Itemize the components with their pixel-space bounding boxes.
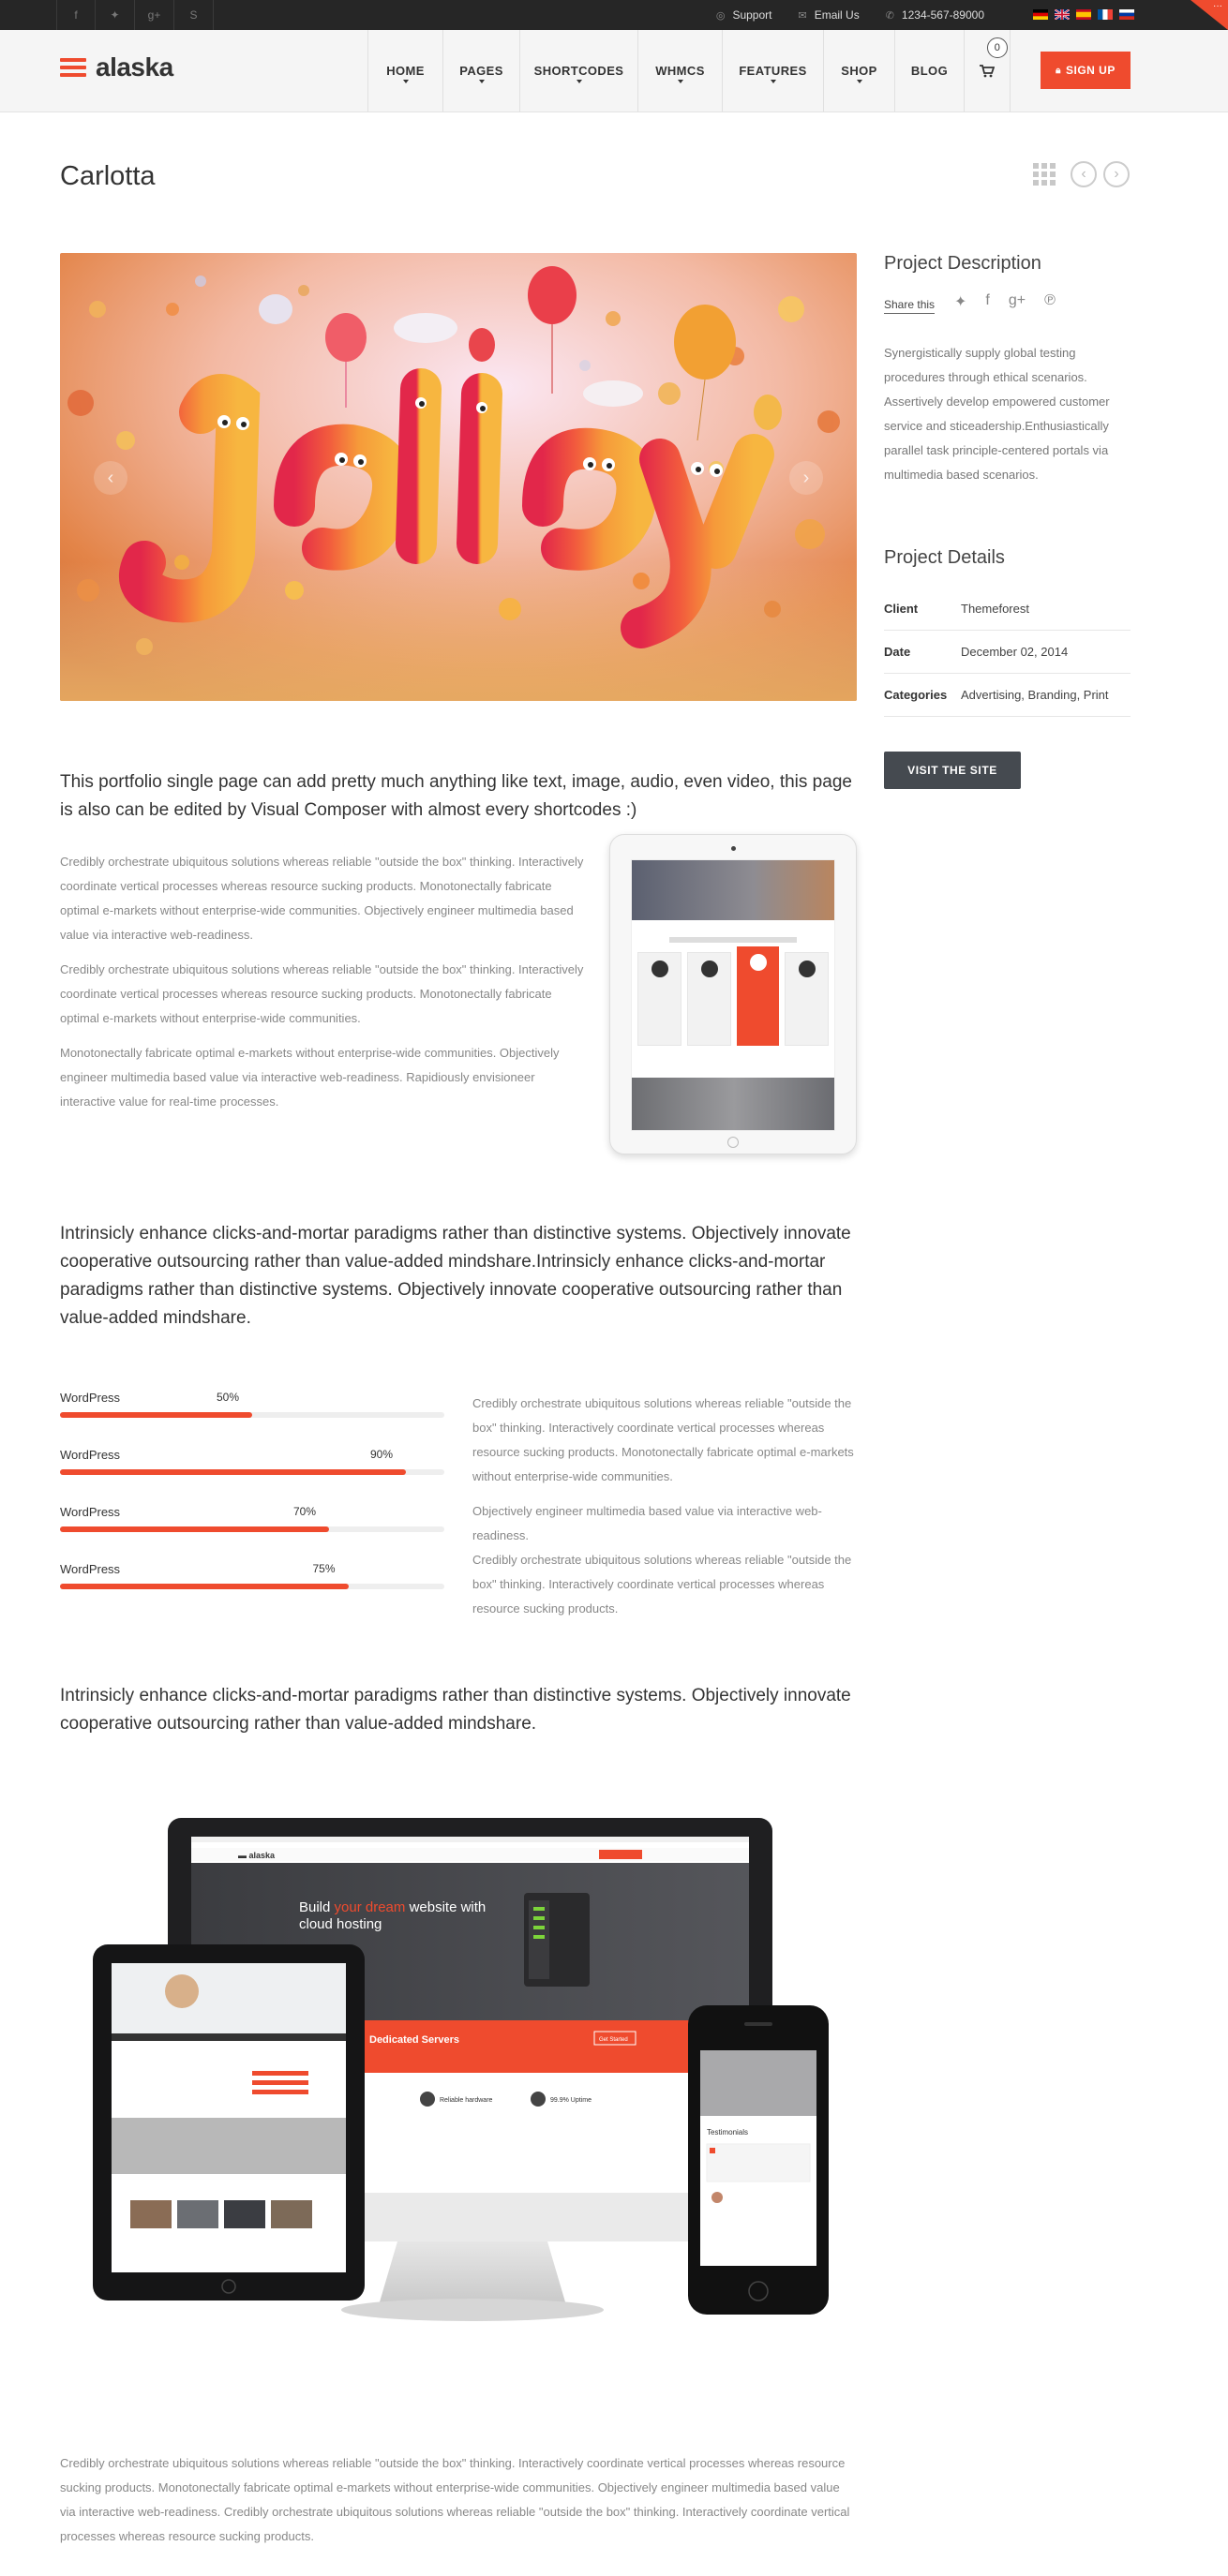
nav-label: HOME [386, 64, 425, 78]
caret-down-icon [678, 80, 683, 83]
detail-row-categories [884, 674, 1131, 717]
nav-item-features[interactable] [722, 30, 823, 112]
skill-bar [60, 1562, 444, 1589]
nav-label: FEATURES [739, 64, 807, 78]
home-button [727, 1137, 739, 1148]
sign-up-button[interactable] [1041, 52, 1131, 89]
share-label: Share this [884, 298, 935, 314]
skill-percent: 90% [370, 1448, 394, 1461]
body-paragraph-7: Credibly orchestrate ubiquitous solutions whereas reliable "outside the box" thinking. Interactively coordinate vertical processes whereas resource sucking products. Monotonectally fabricate optimal e-markets without enterprise-wide communities. Objectively engineer multimedia based value via interactive web-readiness. Credibly orchestrate ubiquitous solutions whereas reliable "outside the box" thinking. Interactively coordinate vertical processes whereas resource sucking products. [60, 2456, 850, 2543]
social-links [56, 0, 214, 30]
monitor-headline-part: Build [299, 1899, 335, 1915]
nav-label: WHMCS [655, 64, 705, 78]
skill-fill [60, 1584, 349, 1589]
jelly-artwork [60, 253, 857, 701]
monitor-cta: Get Started [599, 2037, 628, 2043]
caret-down-icon [403, 80, 409, 83]
twitter-icon[interactable]: ✦ [96, 0, 135, 30]
facebook-icon[interactable]: f [56, 0, 96, 30]
monitor-headline-part: website with [405, 1899, 487, 1915]
detail-row-client [884, 588, 1131, 631]
phone-icon: ✆ [885, 9, 894, 22]
skill-label: WordPress [60, 1562, 121, 1576]
skill-bar [60, 1391, 444, 1418]
prev-project-button[interactable] [1071, 161, 1097, 187]
lock-icon: 🔒︎ [1056, 65, 1061, 76]
next-project-button[interactable] [1103, 161, 1130, 187]
detail-value: December 02, 2014 [961, 645, 1069, 659]
lifebuoy-icon: ◎ [715, 9, 726, 22]
svg-text:Build your dream website with [299, 1899, 486, 1915]
skill-fill [60, 1412, 252, 1418]
language-switcher [1033, 9, 1134, 20]
top-bar-links [716, 0, 984, 30]
site-header [0, 30, 1228, 112]
cart-button[interactable] [964, 30, 1011, 112]
nav-label: BLOG [910, 64, 949, 78]
skill-label: WordPress [60, 1505, 121, 1519]
project-hero-image [60, 253, 857, 701]
phone-link[interactable]: ✆ 1234-567-89000 [885, 8, 984, 22]
nav-item-whmcs[interactable] [637, 30, 722, 112]
monitor-feature: 99.9% Uptime [550, 2097, 592, 2104]
nav-label: SHOP [841, 64, 877, 78]
project-description-heading: Project Description [884, 253, 1041, 274]
envelope-icon: ✉ [798, 9, 807, 22]
phone-section-title: Testimonials [707, 2128, 749, 2137]
project-description-text: Synergistically supply global testing procedures through ethical scenarios. Assertively develop empowered customer service and sticeadership.Enthusiastically parallel task principle-centered portals via multimedia based scenarios. [884, 346, 1110, 482]
share-icons [954, 292, 1056, 311]
skill-fill [60, 1526, 329, 1532]
cart-icon [980, 65, 995, 78]
nav-item-shortcodes[interactable] [519, 30, 637, 112]
pinterest-icon[interactable]: ℗ [1044, 292, 1056, 308]
monitor-headline-line2: cloud hosting [299, 1916, 382, 1932]
main-nav [367, 30, 1011, 112]
top-bar [0, 0, 1228, 30]
twitter-icon[interactable]: ✦ [954, 294, 967, 310]
lead-paragraph-1: This portfolio single page can add pretty much anything like text, image, audio, even video, this page is also can be edited by Visual Composer with almost every shortcodes :) [60, 772, 852, 820]
hamburger-icon [60, 58, 86, 77]
caret-down-icon [771, 80, 776, 83]
page-title: Carlotta [60, 161, 156, 191]
monitor-headline-accent: your dream [334, 1899, 406, 1915]
lead-paragraph-3: Intrinsicly enhance clicks-and-mortar paradigms rather than distinctive systems. Objectively innovate cooperative outsourcing rather than value-added mindshare. [60, 1686, 851, 1734]
body-paragraph-4: Credibly orchestrate ubiquitous solutions whereas reliable "outside the box" thinking. Interactively coordinate vertical processes whereas resource sucking products. Monotonectally fabricate optimal e-markets without enterprise-wide communities. [472, 1396, 854, 1483]
detail-value: Themeforest [961, 602, 1029, 616]
detail-row-date [884, 631, 1131, 674]
body-paragraph-2: Credibly orchestrate ubiquitous solutions whereas reliable "outside the box" thinking. Interactively coordinate vertical processes whereas resource sucking products. Monotonectally fabricate optimal e-markets without enterprise-wide communities. [60, 962, 584, 1025]
detail-key: Categories [884, 688, 948, 702]
chevron-left-icon: ‹ [107, 467, 114, 488]
skill-fill [60, 1469, 406, 1475]
skill-bar [60, 1505, 444, 1532]
nav-item-blog[interactable] [894, 30, 964, 112]
skill-bar [60, 1448, 444, 1475]
google-plus-icon[interactable]: g+ [135, 0, 174, 30]
skill-label: WordPress [60, 1448, 121, 1462]
corner-menu-toggle[interactable] [1191, 0, 1228, 30]
detail-value: Advertising, Branding, Print [961, 688, 1109, 702]
nav-item-pages[interactable] [442, 30, 519, 112]
email-link[interactable]: ✉ Email Us [798, 8, 860, 22]
chevron-left-icon: ‹ [1081, 166, 1086, 182]
devices-illustration [60, 1799, 857, 2361]
chevron-right-icon: › [1114, 166, 1119, 182]
nav-label: SHORTCODES [533, 64, 624, 78]
tablet-screen [631, 859, 835, 1131]
camera-dot [731, 846, 736, 851]
body-paragraph-3: Monotonectally fabricate optimal e-markets without enterprise-wide communities. Objectively engineer multimedia based value via interactive web-readiness. Rapidiously envisioneer interactive value for real-time processes. [60, 1046, 560, 1109]
monitor-banner-title: Dedicated Servers [369, 2034, 459, 2046]
lead-paragraph-2: Intrinsicly enhance clicks-and-mortar paradigms rather than distinctive systems. Objectively innovate cooperative outsourcing rather than value-added mindshare.Intrinsicly enhance clicks-and-mortar paradigms rather than distinctive systems. Objectively innovate cooperative outsourcing rather than value-added mindshare. [60, 1224, 851, 1328]
project-details-heading: Project Details [884, 547, 1005, 568]
caret-down-icon [577, 80, 582, 83]
nav-label: PAGES [459, 64, 503, 78]
body-paragraph-1: Credibly orchestrate ubiquitous solutions whereas reliable "outside the box" thinking. Interactively coordinate vertical processes whereas resource sucking products. Monotonectally fabricate optimal e-markets without enterprise-wide communities. Objectively engineer multimedia based value via interactive web-readiness. [60, 855, 584, 942]
nav-item-home[interactable] [367, 30, 442, 112]
body-paragraph-6: Credibly orchestrate ubiquitous solutions whereas reliable "outside the box" thinking. Interactively coordinate vertical processes whereas resource sucking products. [472, 1553, 852, 1616]
facebook-icon[interactable]: f [985, 292, 990, 308]
flag-russian-icon[interactable] [1119, 9, 1134, 20]
caret-down-icon [479, 80, 485, 83]
logo-text: alaska [96, 52, 173, 82]
responsive-devices-mockup [60, 1799, 857, 2361]
cart-count-badge: 0 [987, 37, 1008, 58]
sign-up-label: SIGN UP [1065, 64, 1116, 77]
support-link[interactable]: ◎ Support [715, 8, 772, 22]
detail-key: Client [884, 602, 919, 616]
slider-next-button[interactable] [789, 461, 823, 495]
chevron-right-icon: › [802, 467, 810, 488]
slider-prev-button[interactable] [94, 461, 127, 495]
visit-site-button[interactable]: VISIT THE SITE [884, 752, 1021, 789]
flag-english-icon[interactable] [1055, 9, 1070, 20]
nav-item-shop[interactable] [823, 30, 894, 112]
skill-label: WordPress [60, 1391, 121, 1405]
logo[interactable] [60, 52, 173, 82]
skype-icon[interactable]: S [174, 0, 214, 30]
google-plus-icon[interactable]: g+ [1008, 292, 1026, 308]
flag-german-icon[interactable] [1033, 9, 1048, 20]
flag-spanish-icon[interactable] [1076, 9, 1091, 20]
detail-key: Date [884, 645, 911, 659]
flag-french-icon[interactable] [1098, 9, 1113, 20]
caret-down-icon [857, 80, 862, 83]
tablet-mockup-image [609, 834, 857, 1154]
skill-percent: 70% [293, 1505, 317, 1518]
skill-percent: 75% [312, 1562, 336, 1575]
body-paragraph-5: Objectively engineer multimedia based value via interactive web-readiness. [472, 1504, 822, 1542]
portfolio-grid-icon[interactable] [1033, 163, 1056, 186]
monitor-feature: Reliable hardware [440, 2097, 493, 2104]
svg-text:▬ alaska: ▬ alaska [238, 1851, 276, 1860]
dots-icon: ··· [1213, 1, 1222, 11]
skill-percent: 50% [217, 1391, 240, 1404]
